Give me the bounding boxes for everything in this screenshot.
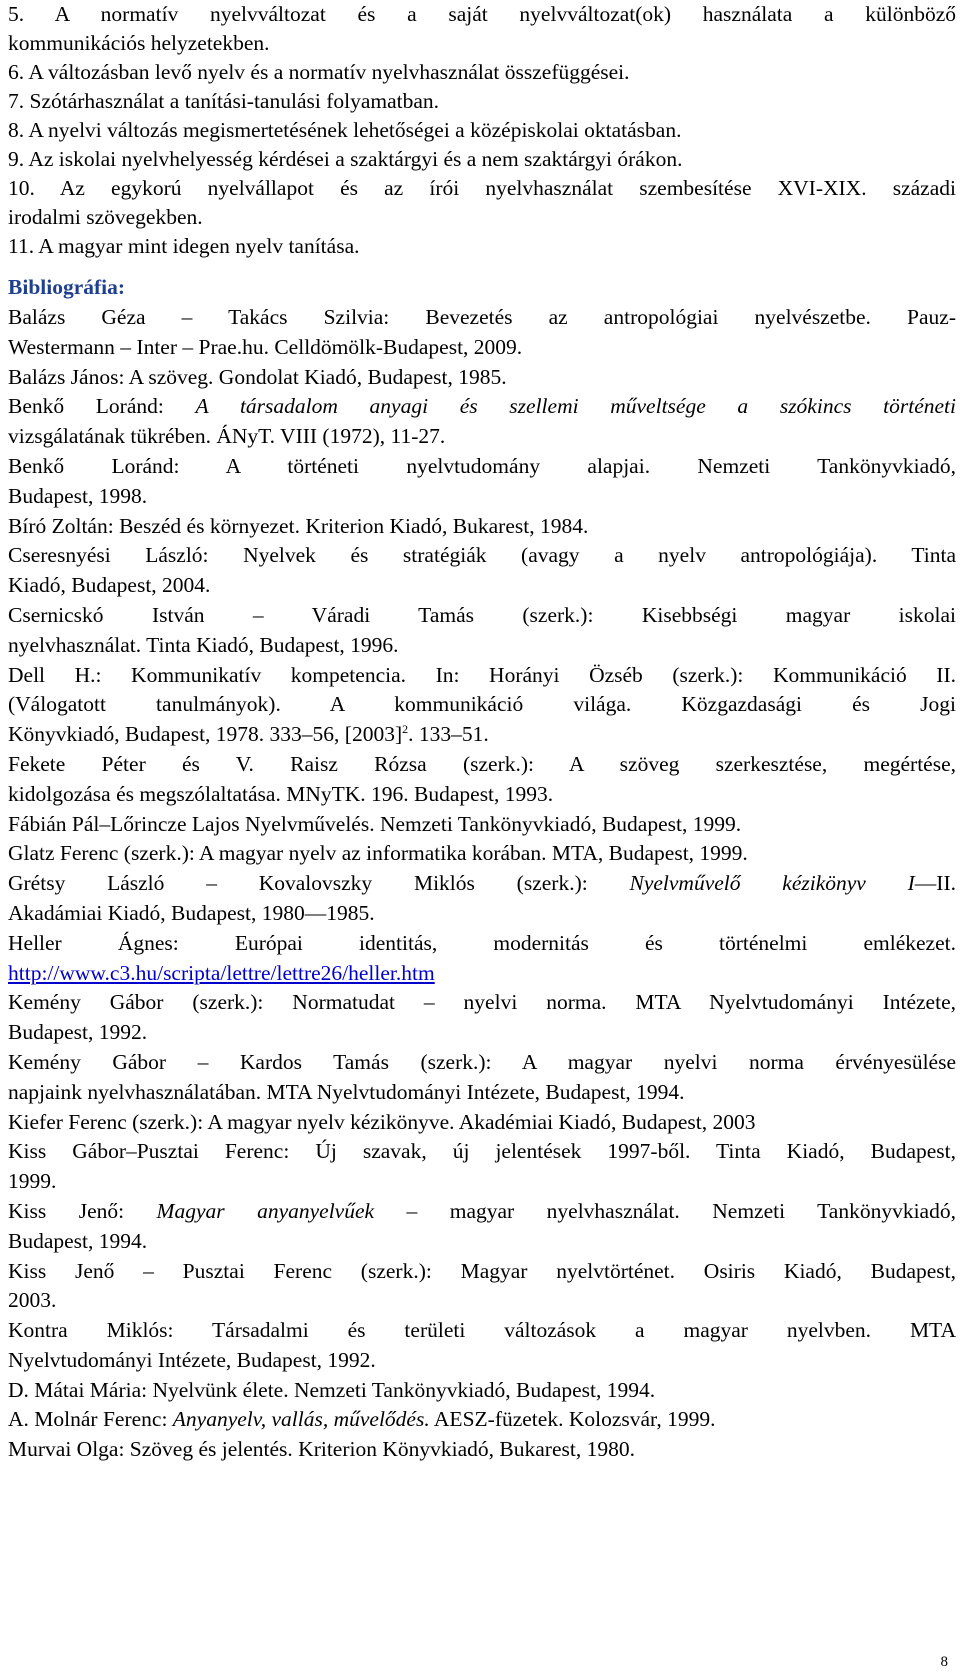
- bib-entry-line: Balázs Géza – Takács Szilvia: Bevezetés az antropológiai nyelvészetbe. Pauz-: [8, 305, 956, 329]
- bib-entry-line: Bíró Zoltán: Beszéd és környezet. Kriterion Kiadó, Bukarest, 1984.: [8, 513, 589, 538]
- bib-entry-line: Budapest, 1992.: [8, 1020, 148, 1045]
- bib-entry-line: [8, 1197, 956, 1227]
- list-item-9: 9. Az iskolai nyelvhelyesség kérdései a szaktárgyi és a nem szaktárgyi órákon.: [8, 147, 683, 171]
- bib-entry-line: Fekete Péter és V. Raisz Rózsa (szerk.): A szöveg szerkesztése, megértése,: [8, 751, 956, 776]
- bib-entry-line: Kemény Gábor – Kardos Tamás (szerk.): A magyar nyelvi norma érvényesülése: [8, 1049, 956, 1074]
- bib-entry-line: [8, 392, 956, 422]
- bib-entry-line: Akadámiai Kiadó, Budapest, 1980—1985.: [8, 900, 375, 925]
- bib-entry-line: Kiss Jenő – Pusztai Ferenc (szerk.): Magyar nyelvtörténet. Osiris Kiadó, Budapest,: [8, 1258, 956, 1283]
- bib-entry-line: (Válogatott tanulmányok). A kommunikáció világa. Közgazdasági és Jogi: [8, 692, 956, 717]
- bib-author: A. Molnár Ferenc:: [8, 1407, 173, 1432]
- bib-entry-line: Csernicskó István – Váradi Tamás (szerk.): Kisebbségi magyar iskolai: [8, 602, 956, 627]
- bib-entry-line: Westermann – Inter – Prae.hu. Celldömölk-Budapest, 2009.: [8, 334, 523, 359]
- bib-author: Benkő Loránd:: [8, 394, 196, 419]
- bib-text: . 133–51.: [408, 722, 489, 747]
- list-item-10-line-2: irodalmi szövegekben.: [8, 205, 203, 229]
- bib-entry-line: [8, 869, 956, 899]
- bib-entry-line: [8, 959, 956, 989]
- list-item-5-line-1: 5. A normatív nyelvváltozat és a saját nyelvváltozat(ok) használata a különböző: [8, 2, 956, 26]
- bib-title: A társadalom anyagi és szellemi műveltsége a szókincs történeti: [195, 394, 956, 419]
- bib-entry-line: Budapest, 1998.: [8, 483, 148, 508]
- bib-title: Nyelvművelő kézikönyv I: [629, 871, 915, 896]
- bib-title: Anyanyelv, vallás, művelődés.: [172, 1407, 430, 1432]
- topic-list: [8, 0, 956, 261]
- bib-entry-line: 2003.: [8, 1288, 57, 1313]
- bib-entry-line: Kiefer Ferenc (szerk.): A magyar nyelv kézikönyve. Akadémiai Kiadó, Budapest, 2003: [8, 1109, 756, 1134]
- bib-text: Könyvkiadó, Budapest, 1978. 333–56, [2003]: [8, 722, 403, 747]
- bib-entry-line: Balázs János: A szöveg. Gondolat Kiadó, Budapest, 1985.: [8, 364, 507, 389]
- list-item-6: 6. A változásban levő nyelv és a normatív nyelvhasználat összefüggései.: [8, 60, 630, 84]
- bib-entry-line: napjaink nyelvhasználatában. MTA Nyelvtudományi Intézete, Budapest, 1994.: [8, 1079, 685, 1104]
- bib-author: Grétsy László – Kovalovszky Miklós (szerk.):: [8, 871, 630, 896]
- list-item-10-line-1: 10. Az egykorú nyelvállapot és az írói nyelvhasználat szembesítése XVI-XIX. századi: [8, 176, 956, 200]
- list-item-11: 11. A magyar mint idegen nyelv tanítása.: [8, 234, 360, 258]
- list-item-7: 7. Szótárhasználat a tanítási-tanulási folyamatban.: [8, 89, 440, 113]
- list-item-8: 8. A nyelvi változás megismertetésének lehetőségei a középiskolai oktatásban.: [8, 118, 682, 142]
- bibliography-list: [8, 303, 956, 1465]
- bib-entry-line: Kiss Gábor–Pusztai Ferenc: Új szavak, új jelentések 1997-ből. Tinta Kiadó, Budapest,: [8, 1139, 956, 1164]
- bib-entry-line: Heller Ágnes: Európai identitás, modernitás és történelmi emlékezet.: [8, 930, 956, 955]
- page-content: [8, 0, 956, 1465]
- bib-superscript: 2: [402, 722, 409, 736]
- bib-entry-line: D. Mátai Mária: Nyelvünk élete. Nemzeti Tankönyvkiadó, Budapest, 1994.: [8, 1377, 656, 1402]
- bib-entry-line: Benkő Loránd: A történeti nyelvtudomány alapjai. Nemzeti Tankönyvkiadó,: [8, 453, 956, 478]
- bibliography-heading: Bibliográfia:: [8, 275, 126, 299]
- bib-text: – magyar nyelvhasználat. Nemzeti Tankönyvkiadó,: [374, 1198, 956, 1223]
- bib-entry-line: Budapest, 1994.: [8, 1228, 148, 1253]
- bib-text: AESZ-füzetek. Kolozsvár, 1999.: [429, 1407, 716, 1432]
- bib-entry-line: Nyelvtudományi Intézete, Budapest, 1992.: [8, 1347, 376, 1372]
- bib-entry-line: Glatz Ferenc (szerk.): A magyar nyelv az informatika korában. MTA, Budapest, 1999.: [8, 841, 748, 866]
- bib-entry-line: Cseresnyési László: Nyelvek és stratégiák (avagy a nyelv antropológiája). Tinta: [8, 543, 956, 568]
- bib-entry-line: vizsgálatának tükrében. ÁNyT. VIII (1972), 11-27.: [8, 424, 446, 449]
- bib-author: Kiss Jenő:: [8, 1198, 157, 1223]
- bib-entry-line: Kiadó, Budapest, 2004.: [8, 573, 211, 598]
- bib-entry-line: [8, 720, 956, 750]
- bib-entry-line: Dell H.: Kommunikatív kompetencia. In: Horányi Özséb (szerk.): Kommunikáció II.: [8, 662, 956, 687]
- bib-entry-line: Fábián Pál–Lőrincze Lajos Nyelvművelés. Nemzeti Tankönyvkiadó, Budapest, 1999.: [8, 811, 742, 836]
- page-number: 8: [940, 1654, 948, 1670]
- bib-entry-line: kidolgozása és megszólaltatása. MNyTK. 196. Budapest, 1993.: [8, 781, 554, 806]
- heller-link[interactable]: http://www.c3.hu/scripta/lettre/lettre26/heller.htm: [8, 960, 435, 985]
- bib-entry-line: [8, 1405, 956, 1435]
- bib-entry-line: nyelvhasználat. Tinta Kiadó, Budapest, 1996.: [8, 632, 399, 657]
- list-item-5-line-2: kommunikációs helyzetekben.: [8, 31, 270, 55]
- bib-entry-line: Murvai Olga: Szöveg és jelentés. Kriterion Könyvkiadó, Bukarest, 1980.: [8, 1437, 635, 1462]
- bib-entry-line: Kemény Gábor (szerk.): Normatudat – nyelvi norma. MTA Nyelvtudományi Intézete,: [8, 990, 956, 1015]
- bib-title: Magyar anyanyelvűek: [156, 1198, 375, 1223]
- bib-entry-line: Kontra Miklós: Társadalmi és területi változások a magyar nyelvben. MTA: [8, 1318, 956, 1343]
- bib-text: —II.: [914, 871, 956, 896]
- bib-entry-line: 1999.: [8, 1169, 57, 1194]
